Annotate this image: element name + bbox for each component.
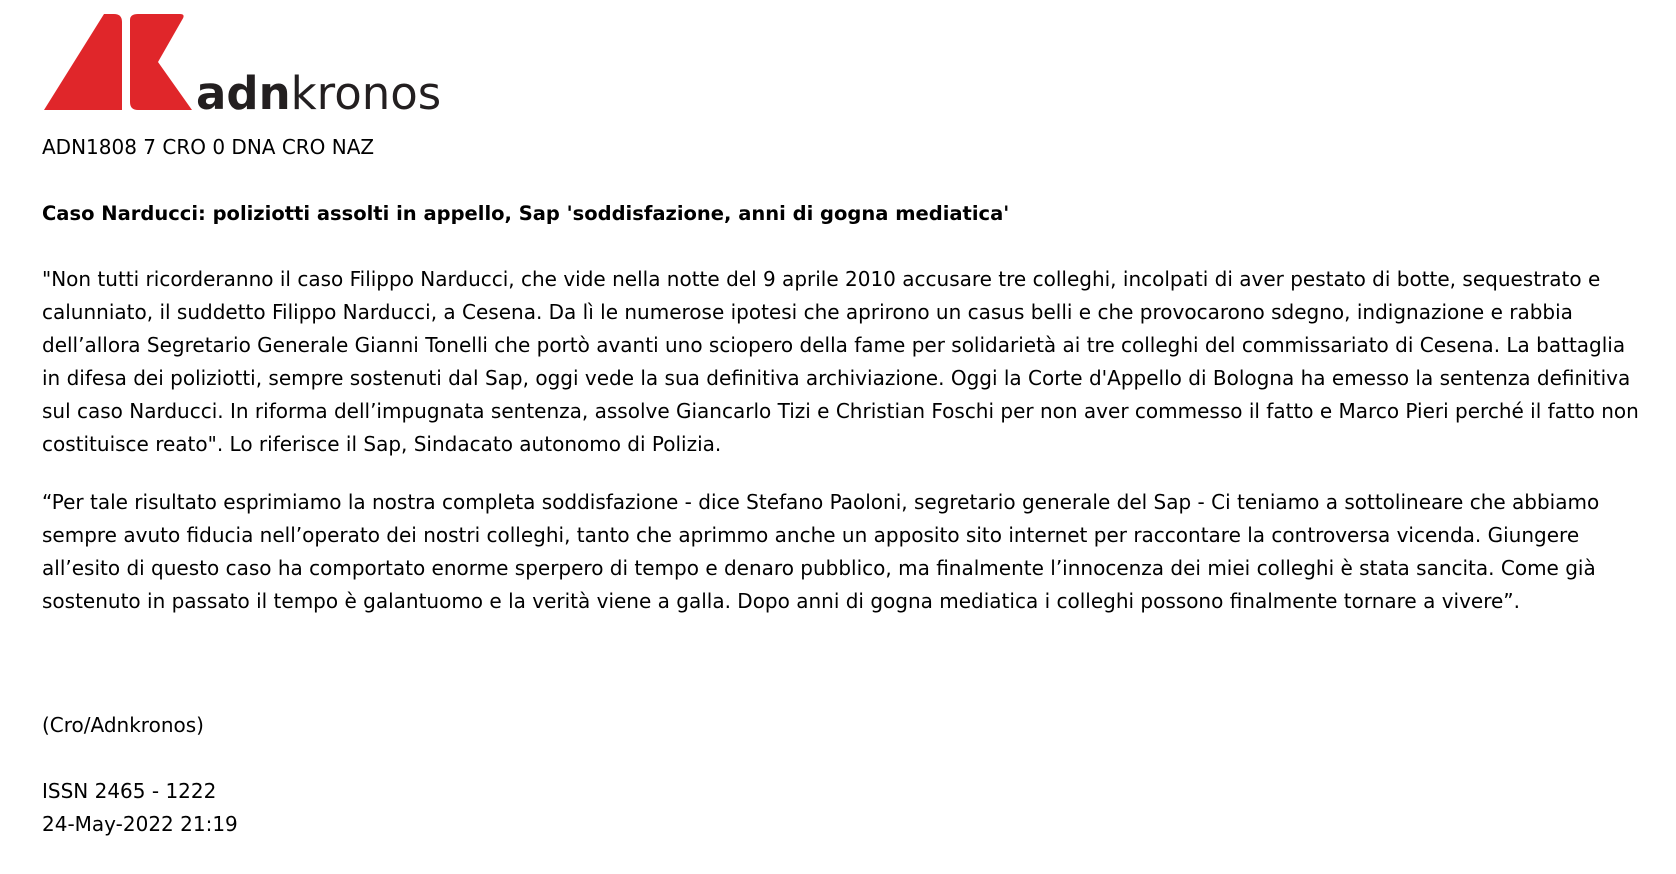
- logo-a-shape: [44, 14, 122, 110]
- publication-datetime: 24-May-2022 21:19: [42, 812, 238, 836]
- signature: (Cro/Adnkronos): [42, 713, 204, 737]
- paragraph-2: “Per tale risultato esprimiamo la nostra completa soddisfazione - dice Stefano Paoloni, segretario generale del Sap - Ci teniamo a sottolineare che abbiamo sempre avuto fiducia nell’operato dei nostri colleghi, tanto che aprimmo anche un apposito sito internet per raccontare la controversa vicenda. Giungere all’esito di questo caso ha comportato enorme sperpero di tempo e denaro pubblico, ma finalmente l’innocenza dei miei colleghi è stata sancita. Come già sostenuto in passato il tempo è galantuomo e la verità viene a galla. Dopo anni di gogna mediatica i colleghi possono finalmente tornare a vivere”.: [42, 490, 1600, 613]
- adnkronos-logo: [42, 12, 472, 120]
- agency-code: ADN1808 7 CRO 0 DNA CRO NAZ: [42, 135, 375, 159]
- issn: ISSN 2465 - 1222: [42, 779, 217, 803]
- logo-wordmark: adnkronos: [196, 67, 442, 120]
- logo-k-shape: [130, 14, 192, 110]
- article-headline: Caso Narducci: poliziotti assolti in appello, Sap 'soddisfazione, anni di gogna mediatica': [42, 202, 1010, 225]
- paragraph-1: "Non tutti ricorderanno il caso Filippo Narducci, che vide nella notte del 9 aprile 2010 accusare tre colleghi, incolpati di aver pestato di botte, sequestrato e calunniato, il suddetto Filippo Narducci, a Cesena. Da lì le numerose ipotesi che aprirono un casus belli e che provocarono sdegno, indignazione e rabbia dell’allora Segretario Generale Gianni Tonelli che portò avanti uno sciopero della fame per solidarietà ai tre colleghi del commissariato di Cesena. La battaglia in difesa dei poliziotti, sempre sostenuti dal Sap, oggi vede la sua definitiva archiviazione. Oggi la Corte d'Appello di Bologna ha emesso la sentenza definitiva sul caso Narducci. In riforma dell’impugnata sentenza, assolve Giancarlo Tizi e Christian Foschi per non aver commesso il fatto e Marco Pieri perché il fatto non costituisce reato". Lo riferisce il Sap, Sindacato autonomo di Polizia.: [42, 267, 1639, 456]
- article-body: [42, 131, 1642, 618]
